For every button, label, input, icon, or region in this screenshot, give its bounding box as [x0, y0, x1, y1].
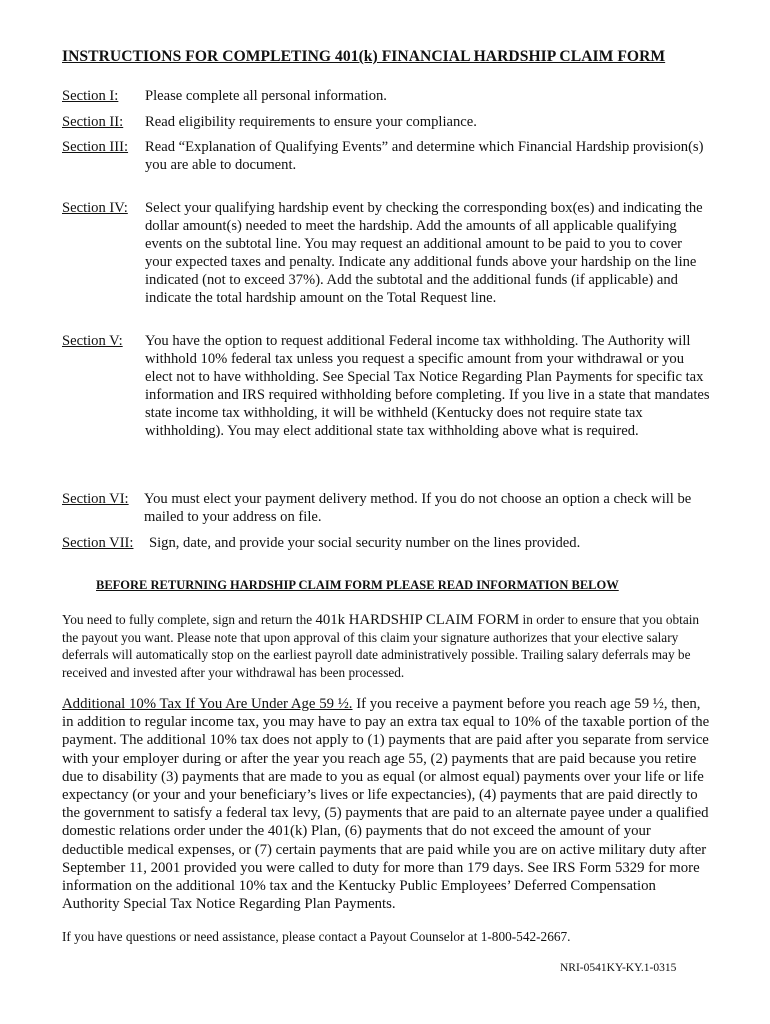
section-label: Section II: [62, 114, 124, 130]
section-label: Section IV: [62, 200, 128, 216]
notice-text-start: You need to fully complete, sign and return the [62, 612, 316, 627]
section-text: Select your qualifying hardship event by checking the corresponding box(es) and indicating the dollar amount(s) needed to meet the hardship. Add the amounts of all applicable qualifying events on the subtotal line. You may request an additional amount to be paid to you to cover your expected taxes and penalty. Indicate any additional funds above your hardship on the line indicated (not to exceed 37%). Add the subtotal and the additional funds (if applicable) and indicate the total hardship amount on the Total Request line. [145, 200, 703, 306]
form-number: NRI-0541KY-KY.1-0315 [560, 962, 677, 974]
page-title: INSTRUCTIONS FOR COMPLETING 401(k) FINANCIAL HARDSHIP CLAIM FORM [62, 48, 666, 65]
additional-tax-paragraph [62, 695, 712, 913]
claim-form-name: 401k HARDSHIP CLAIM FORM [315, 612, 520, 628]
section-label: Section VII: [62, 535, 134, 551]
section-label: Section VI: [62, 491, 129, 507]
section-text: You must elect your payment delivery method. If you do not choose an option a check will be mailed to your address on file. [144, 491, 692, 525]
additional-tax-heading: Additional 10% Tax If You Are Under Age 59 ½. [62, 696, 353, 712]
section-text: Sign, date, and provide your social security number on the lines provided. [149, 535, 581, 551]
section-text: You have the option to request additional Federal income tax withholding. The Authority will withhold 10% federal tax unless you request a specific amount from your withdrawal or you elect not to have withholding. See Special Tax Notice Regarding Plan Payments for specific tax information and IRS required withholding before completing. If you live in a state that mandates state income tax withholding, it will be withheld (Kentucky does not require state tax withholding). You may elect additional state tax withholding above what is required. [145, 333, 710, 439]
read-below-banner: BEFORE RETURNING HARDSHIP CLAIM FORM PLEASE READ INFORMATION BELOW [96, 578, 619, 592]
contact-line: If you have questions or need assistance, please contact a Payout Counselor at 1-800-542-2667. [62, 929, 571, 944]
notice-text-end: in order to ensure that you obtain the payout you want. Please note that upon approval of this claim your signature authorizes that your elective salary deferrals will automatically stop on the earliest payroll date administratively possible. Trailing salary deferrals may be received and invested after your withdrawal has been processed. [62, 612, 700, 680]
claim-form-notice [62, 611, 712, 681]
section-label: Section III: [62, 139, 129, 155]
section-label: Section V: [62, 333, 123, 349]
section-text: Read “Explanation of Qualifying Events” and determine which Financial Hardship provision(s) you are able to document. [145, 139, 704, 173]
section-text: Please complete all personal information. [145, 88, 387, 104]
additional-tax-body: If you receive a payment before you reach age 59 ½, then, in addition to regular income tax, you may have to pay an extra tax equal to 10% of the taxable portion of the payment. The additional 10% tax does not apply to (1) payments that are paid after you separate from service with your employer during or after the year you reach age 55, (2) payments that are paid because you retire due to disability (3) payments that are made to you as equal (or almost equal) payments over your life or life expectancy (or your and your beneficiary’s lives or life expectancies), (4) payments that are paid directly to the government to satisfy a federal tax levy, (5) payments that are paid to an alternate payee under a qualified domestic relations order under the 401(k) Plan, (6) payments that do not exceed the amount of your deductible medical expenses, or (7) certain payments that are paid while you are on active military duty after September 11, 2001 provided you were called to duty for more than 179 days. See IRS Form 5329 for more information on the additional 10% tax and the Kentucky Public Employees’ Deferred Compensation Authority Special Tax Notice Regarding Plan Payments. [62, 696, 710, 913]
section-text: Read eligibility requirements to ensure your compliance. [145, 114, 477, 130]
section-label: Section I: [62, 88, 119, 104]
